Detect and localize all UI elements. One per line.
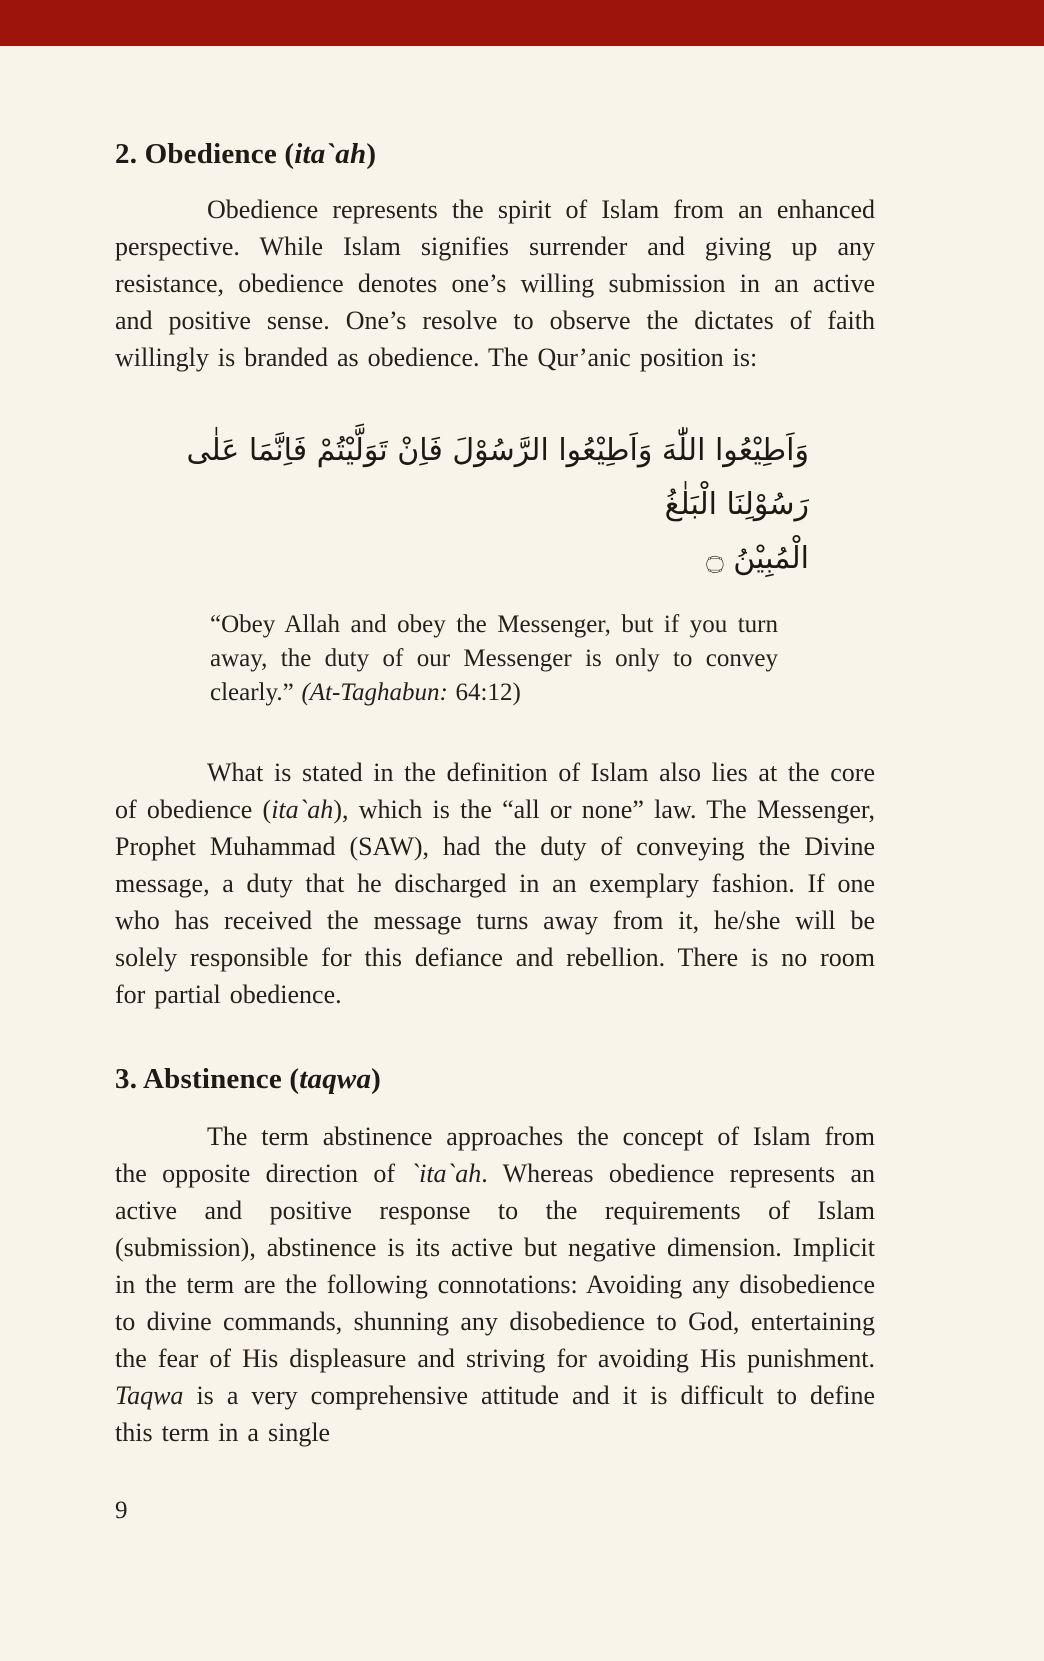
section-heading-obedience: 2. Obedience (ita`ah)	[115, 138, 377, 170]
obedience-paragraph-2: What is stated in the definition of Islam also lies at the core of obedience (ita`ah), which is the “all or none” law. The Messenger, Prophet Muhammad (SAW), had the duty of conveying the Divine message, a duty that he discharged in an exemplary fashion. If one who has received the message turns away from it, he/she will be solely responsible for this defiance and rebellion. There is no room for partial obedience.	[115, 758, 876, 1009]
page-number: 9	[115, 1497, 128, 1524]
arabic-verse-line-1: وَاَطِيْعُوا اللّٰهَ وَاَطِيْعُوا الرَّسُوْلَ فَاِنْ تَوَلَّيْتُمْ فَاِنَّمَا عَلٰى رَسُوْلِنَا الْبَلٰغُ	[186, 433, 809, 522]
top-red-bar	[0, 0, 1044, 46]
quran-verse-arabic	[115, 424, 875, 586]
abstinence-paragraph-1: The term abstinence approaches the concept of Islam from the opposite direction of `ita`ah. Whereas obedience represents an active and positive response to the requirements of Islam (submission), abstinence is its active but negative dimension. Implicit in the term are the following connotations: Avoiding any disobedience to divine commands, shunning any disobedience to God, entertaining the fear of His displeasure and striving for avoiding His punishment. Taqwa is a very comprehensive attitude and it is difficult to define this term in a single	[115, 1122, 875, 1447]
page-content	[0, 138, 1044, 1525]
section-heading-abstinence: 3. Abstinence (taqwa)	[115, 1063, 382, 1095]
obedience-paragraph-1: Obedience represents the spirit of Islam from an enhanced perspective. While Islam signifies surrender and giving up any resistance, obedience denotes one’s willing submission in an active and positive sense. One’s resolve to observe the dictates of faith willingly is branded as obedience. The Qur’anic position is:	[115, 195, 875, 372]
arabic-verse-line-2: الْمُبِيْنُ ۝	[706, 541, 809, 576]
verse-translation-quote: “Obey Allah and obey the Messenger, but if you turn away, the duty of our Messenger is only to convey clearly.” (At-Taghabun: 64:12)	[210, 611, 778, 706]
